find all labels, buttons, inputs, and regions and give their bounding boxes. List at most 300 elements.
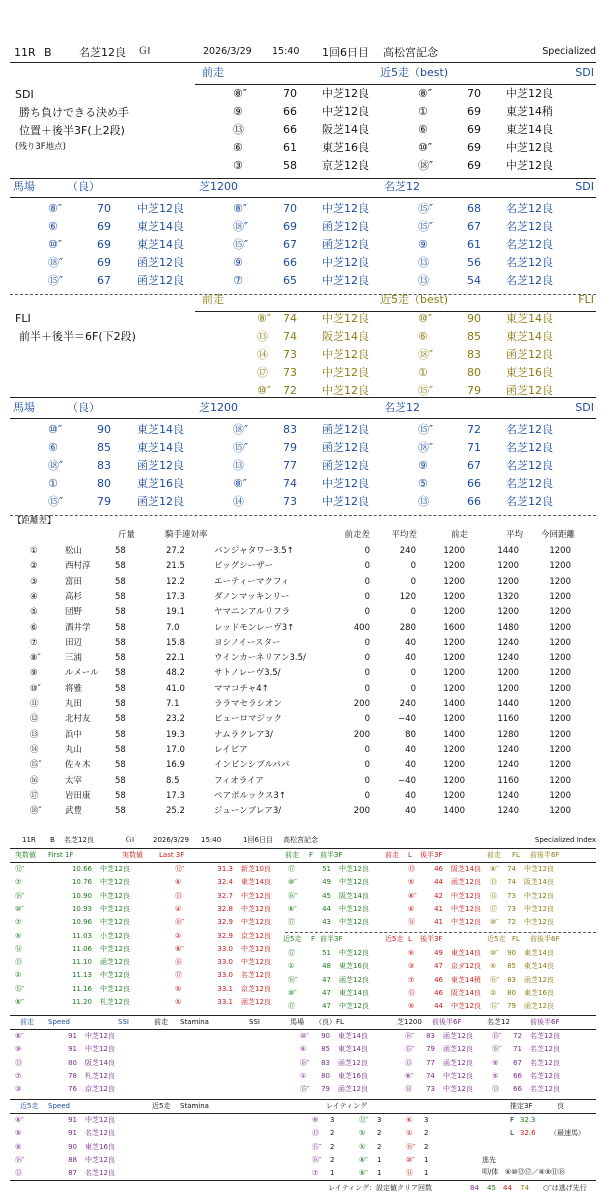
baba3-number: ⑤ (418, 477, 428, 490)
fli-prev-course: 中芝12良 (322, 312, 369, 325)
baba2-course: 中芝12良 (322, 477, 369, 490)
t2: 後半3F (420, 935, 443, 943)
idx-val: 32.8 (217, 904, 233, 913)
idx-num: ⑮″ (15, 984, 25, 993)
idx-num: ① (300, 1071, 307, 1080)
est-note: （最速馬） (550, 1129, 585, 1137)
idx-course: 中芝12良 (241, 891, 271, 900)
idx-num: ⑧″ (490, 865, 499, 873)
divider (10, 862, 596, 863)
kyori-horse: フィオライア (214, 775, 264, 786)
baba2-value: 74 (283, 477, 297, 490)
baba-course: 東芝14良 (137, 441, 184, 454)
kyori-weight: 58 (115, 546, 126, 556)
idx-course: 札芝12良 (85, 1071, 115, 1080)
est-f-val: 32.3 (520, 1116, 536, 1124)
baba-c3: 名芝12 (384, 180, 420, 193)
baba-label: 馬場 (13, 180, 35, 193)
idx-val: 48 (322, 962, 331, 971)
kyori-rate: 19.1 (166, 607, 185, 618)
rating-num: ⑬ (312, 1129, 319, 1138)
race-date: 2026/3/29 (203, 46, 252, 57)
divider (10, 197, 596, 198)
t3: Speed (48, 1018, 70, 1026)
kyori-rate: 25.2 (166, 806, 185, 817)
idx-num: ⑬ (408, 988, 415, 997)
kyori-rate: 7.1 (166, 699, 180, 709)
idx-course: 中芝12良 (451, 918, 481, 927)
idx-val: 11.16 (71, 984, 92, 993)
kyori-prevdiff: 0 (364, 546, 370, 556)
footer-n4: 74 (520, 1184, 529, 1192)
idx-num: ⑥ (175, 878, 182, 887)
baba-value: 80 (97, 477, 111, 490)
kyori-jockey: 田辺 (65, 637, 83, 648)
kyori-prev: 1200 (443, 637, 465, 648)
kyori-prev: 1200 (443, 591, 465, 602)
t1: 実数値 (15, 851, 36, 859)
kyori-horse: ナムラクレア3/ (214, 729, 273, 740)
kyori-avgdiff: 0 (410, 576, 416, 587)
idx-val: 91 (68, 1032, 77, 1040)
idx-num: ⑭ (408, 918, 415, 927)
sdi-prev-value: 61 (283, 141, 297, 154)
sdi-recent-value: 69 (467, 159, 481, 172)
baba-cond: （良） (67, 401, 100, 414)
t2: 前後半6F (530, 935, 560, 943)
kyori-horse: インビンシブルパパ (214, 760, 290, 771)
kyori-horse: レッドモンレーヴ3↑ (214, 622, 295, 633)
kyori-horse: ビッグシーザー (214, 561, 274, 572)
idx-course: 阪芝14良 (451, 865, 481, 873)
kyori-prevdiff: 0 (364, 744, 370, 755)
idx-val: 79 (426, 1045, 435, 1054)
sdi-prev-number: ⑥ (233, 141, 243, 154)
sdi-prev-course: 中芝12良 (322, 87, 369, 100)
kyori-prevdiff: 0 (364, 760, 370, 771)
sdi-prev-value: 66 (283, 105, 297, 118)
idx-val: 10.90 (71, 891, 92, 900)
t4: 近5走 (152, 1102, 171, 1110)
brand: Specialized (542, 46, 596, 57)
sdi-recent-course: 東芝14稍 (506, 105, 553, 118)
idx-course: 小芝12良 (100, 931, 130, 940)
kyori-prevdiff: 0 (364, 561, 370, 572)
idx-num: ⑮″ (405, 1045, 415, 1054)
baba-value: 69 (97, 238, 111, 251)
fli-recent-number: ⑮″ (418, 384, 434, 397)
idx-val: 47 (322, 975, 331, 984)
fli-prev-label: 前走 (202, 293, 224, 306)
fli-desc: 前半＋後半＝6F(下2段) (19, 330, 136, 343)
fli-recent-course: 函芝12良 (506, 384, 553, 397)
idx-course: 東芝16良 (339, 962, 369, 971)
fli-prev-value: 74 (283, 312, 297, 325)
idx-course: 中芝12良 (339, 878, 369, 887)
sdi-prev-course: 阪芝14良 (322, 123, 369, 136)
idx-val: 85 (507, 962, 516, 971)
kyori-dist: 1200 (549, 775, 571, 786)
idx-course: 中芝12良 (241, 918, 271, 927)
kyori-horse: エーティーマクフィ (214, 576, 290, 587)
kyori-rate: 23.2 (166, 714, 185, 725)
kyori-prevdiff: 400 (353, 622, 370, 633)
kyori-dist: 1200 (549, 790, 571, 801)
idx-val: 73 (507, 891, 516, 900)
kyori-avg: 1280 (497, 729, 519, 740)
kyori-num: ⑨ (30, 668, 38, 679)
t1: L (408, 851, 412, 859)
idx-course: 東芝14稍 (451, 975, 481, 984)
baba2-course: 函芝12良 (322, 423, 369, 436)
kyori-jockey: 高杉 (65, 591, 83, 602)
kyori-horse: ウインカーネリアン3.5/ (214, 653, 306, 664)
baba3-number: ⑬ (418, 495, 429, 508)
idx-num: ⑱″ (300, 1058, 310, 1067)
idx-course: 中芝12良 (451, 904, 481, 913)
idx-val: 41 (434, 918, 443, 927)
kyori-prevdiff: 0 (364, 591, 370, 602)
kyori-prev: 1400 (443, 806, 465, 817)
idx-num: ⑧″ (15, 1032, 24, 1040)
baba2-number: ⑮″ (233, 238, 249, 251)
kyori-num: ⑭ (30, 744, 39, 755)
idx-num: ⑩″ (288, 988, 297, 997)
idx-val: 42 (434, 891, 443, 900)
kyori-prev: 1200 (443, 668, 465, 679)
kyori-horse: ダノンマッキンリー (214, 591, 290, 602)
idx-course: 函芝12良 (524, 975, 554, 984)
idx-num: ⑮″ (492, 1032, 502, 1040)
baba3-value: 66 (467, 477, 481, 490)
kyori-jockey: 富田 (65, 576, 83, 587)
sdi-prev-value: 58 (283, 159, 297, 172)
divider (10, 848, 596, 849)
idx-val: 47 (434, 962, 443, 971)
kyori-avgdiff: 40 (405, 637, 416, 648)
idx-course: 京芝12良 (241, 984, 271, 993)
sdi-recent-value: 69 (467, 123, 481, 136)
kyori-avgdiff: 40 (405, 760, 416, 771)
idx-num: ⑰ (288, 1002, 295, 1011)
t1: 前走 (385, 851, 399, 859)
kyori-avgdiff: 240 (399, 699, 416, 709)
divider (10, 1113, 596, 1114)
baba2-number: ⑱″ (233, 423, 249, 436)
sdi-recent-number: ⑥ (418, 123, 428, 136)
kyori-jockey: 太宰 (65, 775, 83, 786)
baba-course: 東芝14良 (137, 238, 184, 251)
baba2-value: 65 (283, 274, 297, 287)
sdi-recent-number: ⑱″ (418, 159, 434, 172)
kyori-weight: 58 (115, 653, 126, 664)
kyori-weight: 58 (115, 637, 126, 648)
kyori-num: ⑱″ (30, 806, 42, 817)
baba-number: ⑮″ (48, 495, 64, 508)
idx-course: 京芝12良 (85, 1085, 115, 1094)
idx-course: 中芝12良 (100, 984, 130, 993)
rating-count: 2 (424, 1129, 429, 1138)
t1: 前走 (487, 851, 501, 859)
baba-number: ⑱″ (48, 459, 64, 472)
t3: 前走 (20, 1018, 34, 1026)
kyori-jockey: 将雅 (65, 683, 83, 694)
idx-val: 10.93 (71, 904, 92, 913)
idx-course: 中芝12良 (241, 958, 271, 967)
idx-num: ① (288, 962, 295, 971)
kyori-horse: バンジャタワー3.5↑ (214, 546, 294, 556)
footer-n3: 44 (503, 1184, 512, 1192)
idx-course: 中芝12良 (100, 891, 130, 900)
lower-track: 名芝12良 (64, 836, 94, 844)
baba2-number: ⑱″ (233, 220, 249, 233)
kyori-rate: 19.3 (166, 729, 185, 740)
sdi-prev-course: 京芝12良 (322, 159, 369, 172)
divider (10, 515, 596, 516)
kyori-prevdiff: 0 (364, 714, 370, 725)
kyori-prev: 1400 (443, 729, 465, 740)
idx-val: 45 (322, 891, 331, 900)
baba3-number: ⑮″ (418, 423, 434, 436)
kyori-horse: ヤマニンアルリフラ (214, 607, 291, 618)
idx-val: 33.1 (217, 984, 233, 993)
kyori-rate: 22.1 (166, 653, 185, 664)
kyori-prevdiff: 200 (353, 729, 370, 740)
baba2-number: ⑮″ (233, 441, 249, 454)
t1: Last 3F (159, 851, 185, 859)
kyori-rate: 21.5 (166, 561, 185, 572)
baba-value: 70 (97, 202, 111, 215)
idx-course: 京ダ12良 (451, 962, 481, 971)
sdi-recent-number: ① (418, 105, 428, 118)
kyori-horse: ピューロマジック (214, 714, 283, 725)
kyori-dist: 1200 (549, 806, 571, 817)
baba2-number: ⑧″ (233, 477, 247, 490)
baba3-number: ⑮″ (418, 220, 434, 233)
est-l-val: 32.6 (520, 1129, 536, 1137)
idx-course: 函芝12良 (338, 1058, 368, 1067)
race-class: ＧⅠ (138, 46, 151, 57)
sdi-prev-number: ⑧″ (233, 87, 247, 100)
baba-number: ⑥ (48, 220, 58, 233)
kyori-prevdiff: 0 (364, 790, 370, 801)
t4: 推定3F (510, 1102, 533, 1110)
est-kyaku-val: ⑥⑩⑫⑰／⑧⑨⑪⑱ (505, 1168, 566, 1176)
baba-course: 函芝12良 (137, 274, 184, 287)
kyori-jockey: 松山 (65, 546, 83, 556)
idx-num: ⑰ (490, 904, 497, 913)
baba2-course: 中芝12良 (322, 256, 369, 269)
t3: 前走 (154, 1018, 168, 1026)
baba-tag: SDI (575, 180, 594, 193)
idx-val: 90 (321, 1032, 330, 1040)
idx-num: ⑮″ (490, 1002, 500, 1011)
idx-num: ⑧″ (175, 944, 184, 953)
idx-num: ② (175, 931, 182, 940)
idx-val: 49 (322, 878, 331, 887)
fli-prev-number: ⑩″ (257, 384, 271, 397)
t1: 前半3F (320, 851, 343, 859)
baba2-number: ⑦ (233, 274, 243, 287)
baba3-course: 名芝12良 (506, 477, 553, 490)
t3: 名芝12 (487, 1018, 510, 1026)
idx-num: ⑥ (300, 1045, 307, 1054)
kyori-prevdiff: 0 (364, 775, 370, 786)
kyori-header: 前走 (450, 530, 468, 540)
idx-course: 名芝12良 (85, 1129, 115, 1138)
idx-num: ⑬ (15, 958, 22, 967)
baba3-course: 名芝12良 (506, 495, 553, 508)
idx-val: 80 (321, 1071, 330, 1080)
idx-course: 函芝12良 (443, 1032, 473, 1040)
race-time: 15:40 (272, 46, 300, 57)
kyori-avg: 1440 (497, 546, 519, 556)
fli-recent-number: ⑩″ (418, 312, 432, 325)
idx-course: 中芝12良 (443, 1085, 473, 1094)
t1: 前後半6F (530, 851, 560, 859)
kyori-avg: 1200 (497, 683, 519, 694)
kyori-avgdiff: 120 (399, 591, 416, 602)
idx-num: ⑬ (15, 1058, 22, 1067)
kyori-prevdiff: 200 (353, 699, 370, 709)
lower-meet: 1回6日目 (243, 836, 273, 844)
kyori-jockey: 浜中 (65, 729, 83, 740)
lower-brand: Specialized Index (534, 836, 596, 844)
idx-val: 11.13 (71, 971, 92, 980)
idx-val: 46 (434, 865, 443, 873)
baba3-number: ⑨ (418, 238, 428, 251)
kyori-prevdiff: 0 (364, 607, 370, 618)
kyori-avg: 1240 (497, 744, 519, 755)
idx-course: 函芝12良 (451, 878, 481, 887)
race-name: 高松宮記念 (383, 46, 438, 59)
kyori-jockey: 武豊 (65, 806, 83, 817)
baba-number: ⑮″ (48, 274, 64, 287)
rating-num: ⑮″ (312, 1142, 322, 1151)
kyori-avgdiff: 40 (405, 744, 416, 755)
idx-num: ⑥ (408, 949, 415, 957)
idx-num: ⑰ (175, 971, 182, 980)
sdi-recent-course: 中芝12良 (506, 87, 553, 100)
rating-count: 3 (377, 1116, 382, 1124)
idx-course: 中芝12良 (339, 918, 369, 927)
idx-val: 32.7 (217, 891, 233, 900)
kyori-num: ④ (30, 591, 38, 602)
kyori-prev: 1600 (443, 622, 465, 633)
kyori-avg: 1240 (497, 806, 519, 817)
baba2-value: 70 (283, 202, 297, 215)
fli-prev-course: 中芝12良 (322, 366, 369, 379)
kyori-avg: 1200 (497, 668, 519, 679)
kyori-avgdiff: 0 (410, 668, 416, 679)
kyori-header: 今回距離 (540, 530, 575, 540)
baba-c3: 名芝12 (384, 401, 420, 414)
idx-num: ⑬ (405, 1058, 412, 1067)
idx-num: ⑤ (175, 998, 182, 1006)
idx-num: ⑤ (408, 1002, 415, 1011)
idx-val: 11.20 (71, 998, 92, 1006)
kyori-jockey: 岩田康 (65, 790, 91, 801)
baba2-course: 中芝12良 (322, 202, 369, 215)
baba2-number: ⑬ (233, 459, 244, 472)
idx-course: 中芝12良 (100, 944, 130, 953)
kyori-weight: 58 (115, 775, 126, 786)
t1: FL (512, 851, 520, 859)
idx-num: ③ (408, 962, 415, 971)
fli-recent-value: 85 (467, 330, 481, 343)
idx-course: 中芝12良 (100, 878, 130, 887)
idx-val: 33.1 (217, 998, 233, 1006)
idx-num: ⑭ (405, 1085, 412, 1094)
idx-course: 中芝12良 (524, 865, 554, 873)
kyori-prev: 1200 (443, 653, 465, 664)
t3: （良）FL (315, 1018, 344, 1026)
baba-number: ⑥ (48, 441, 58, 454)
baba3-value: 71 (467, 441, 481, 454)
lower-grade: B (50, 836, 55, 844)
idx-num: ⑱″ (15, 1155, 25, 1164)
kyori-num: ⑧″ (30, 653, 41, 664)
idx-course: 阪芝14良 (339, 891, 369, 900)
idx-val: 90 (68, 1142, 77, 1151)
kyori-num: ② (30, 561, 38, 572)
kyori-horse: ヨシノイースター (214, 637, 281, 648)
baba-number: ⑩″ (48, 238, 62, 251)
footer-label: レイティング：設定値クリア回数 (328, 1184, 432, 1192)
fli-recent-value: 80 (467, 366, 481, 379)
rating-num: ⑧″ (359, 1169, 368, 1178)
idx-num: ⑫″ (175, 865, 185, 873)
t2: 近5走 (487, 935, 506, 943)
t2: 近5走 (385, 935, 404, 943)
divider (195, 84, 596, 85)
baba2-value: 69 (283, 220, 297, 233)
rating-num: ① (406, 1129, 413, 1138)
kyori-prevdiff: 0 (364, 668, 370, 679)
lower-race: 11R (22, 836, 36, 844)
idx-course: 中芝12良 (85, 1032, 115, 1040)
idx-num: ⑬ (15, 1169, 22, 1178)
kyori-num: ⑫ (30, 714, 39, 725)
baba2-course: 函芝12良 (322, 220, 369, 233)
rating-num: ⑥ (406, 1116, 413, 1124)
kyori-rate: 15.8 (166, 637, 185, 648)
idx-val: 44 (322, 904, 331, 913)
baba-tag: SDI (575, 401, 594, 414)
idx-num: ⑱″ (15, 891, 25, 900)
idx-course: 京芝12良 (241, 931, 271, 940)
t2: 近5走 (283, 935, 302, 943)
kyori-header: 平均差 (391, 530, 417, 540)
kyori-dist: 1200 (549, 760, 571, 771)
kyori-avg: 1200 (497, 607, 519, 618)
t1: First 1F (48, 851, 74, 859)
baba-course: 東芝14良 (137, 220, 184, 233)
kyori-rate: 48.2 (166, 668, 185, 679)
idx-course: 函芝12良 (100, 958, 130, 967)
t4: Speed (48, 1102, 70, 1110)
idx-num: ⑩″ (490, 918, 499, 927)
idx-course: 札芝12良 (100, 998, 130, 1006)
idx-course: 中芝12良 (451, 891, 481, 900)
kyori-prev: 1200 (443, 546, 465, 556)
kyori-avg: 1160 (497, 714, 519, 725)
kyori-rate: 8.5 (166, 775, 180, 786)
t3: 馬場 (290, 1018, 304, 1026)
idx-num: ⑨ (15, 1045, 22, 1054)
idx-num: ⑱″ (288, 891, 298, 900)
idx-course: 函芝12良 (241, 998, 271, 1006)
